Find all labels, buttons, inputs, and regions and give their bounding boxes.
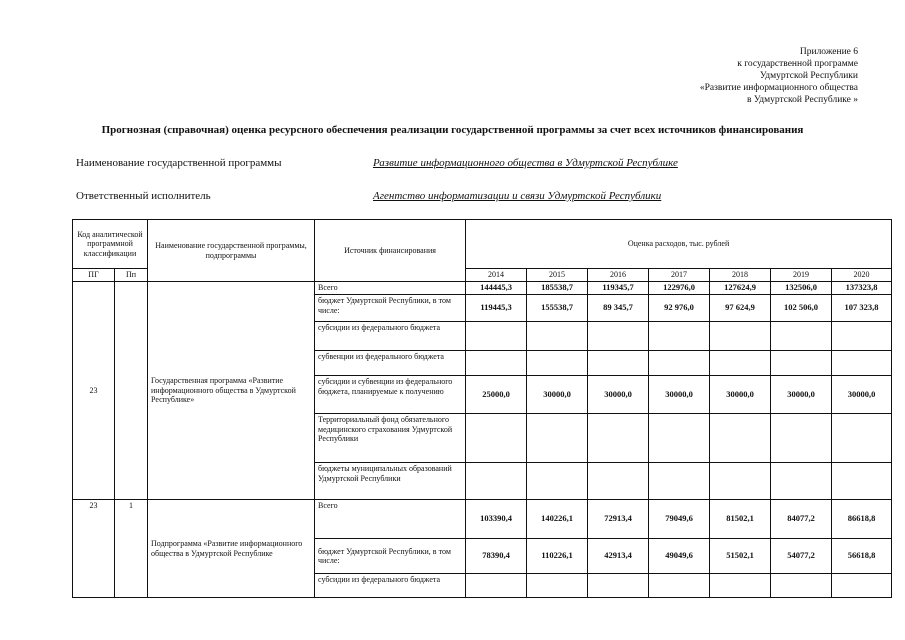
source-cell: бюджет Удмуртской Республики, в том числе: bbox=[315, 295, 466, 322]
appendix-line: к государственной программе bbox=[737, 59, 858, 69]
value-cell bbox=[832, 463, 892, 500]
value-cell: 25000,0 bbox=[466, 376, 527, 414]
value-cell: 81502,1 bbox=[710, 500, 771, 539]
value-cell: 56618,8 bbox=[832, 539, 892, 574]
table-row bbox=[73, 282, 892, 295]
value-cell bbox=[588, 574, 649, 598]
value-cell bbox=[832, 414, 892, 463]
value-cell: 144445,3 bbox=[466, 282, 527, 295]
header-source: Источник финансирования bbox=[315, 220, 466, 282]
executor-value: Агентство информатизации и связи Удмуртской Республики bbox=[373, 190, 662, 202]
value-cell: 30000,0 bbox=[649, 376, 710, 414]
value-cell bbox=[771, 414, 832, 463]
value-cell bbox=[527, 414, 588, 463]
value-cell: 102 506,0 bbox=[771, 295, 832, 322]
value-cell bbox=[710, 414, 771, 463]
document-title: Прогнозная (справочная) оценка ресурсного обеспечения реализации государственной программы за счет всех источников финансирования bbox=[101, 124, 804, 136]
value-cell: 79049,6 bbox=[649, 500, 710, 539]
value-cell: 51502,1 bbox=[710, 539, 771, 574]
header-pg: ПГ bbox=[73, 269, 115, 282]
header-year: 2017 bbox=[649, 269, 710, 282]
value-cell bbox=[649, 414, 710, 463]
value-cell: 42913,4 bbox=[588, 539, 649, 574]
value-cell: 30000,0 bbox=[710, 376, 771, 414]
header-year: 2019 bbox=[771, 269, 832, 282]
value-cell: 140226,1 bbox=[527, 500, 588, 539]
value-cell bbox=[771, 574, 832, 598]
value-cell: 54077,2 bbox=[771, 539, 832, 574]
value-cell bbox=[649, 574, 710, 598]
value-cell: 137323,8 bbox=[832, 282, 892, 295]
source-cell: бюджет Удмуртской Республики, в том числе: bbox=[315, 539, 466, 574]
subprogram-name-cell: Подпрограмма «Развитие информационного общества в Удмуртской Республике bbox=[148, 500, 315, 598]
source-cell: субсидии и субвенции из федерального бюджета, планируемые к получению bbox=[315, 376, 466, 414]
value-cell bbox=[466, 463, 527, 500]
value-cell: 127624,9 bbox=[710, 282, 771, 295]
source-cell: бюджеты муниципальных образований Удмуртской Республики bbox=[315, 463, 466, 500]
value-cell: 122976,0 bbox=[649, 282, 710, 295]
value-cell: 119345,7 bbox=[588, 282, 649, 295]
value-cell bbox=[649, 322, 710, 351]
value-cell: 72913,4 bbox=[588, 500, 649, 539]
executor-label: Ответственный исполнитель bbox=[76, 190, 211, 202]
value-cell bbox=[710, 574, 771, 598]
header-code: Код аналитической программной классификации bbox=[73, 220, 148, 269]
appendix-line: в Удмуртской Республике » bbox=[747, 95, 858, 105]
value-cell: 86618,8 bbox=[832, 500, 892, 539]
appendix-line: Удмуртской Республики bbox=[759, 71, 858, 81]
value-cell bbox=[832, 322, 892, 351]
value-cell bbox=[588, 414, 649, 463]
value-cell: 110226,1 bbox=[527, 539, 588, 574]
value-cell bbox=[710, 322, 771, 351]
header-pp: Пп bbox=[115, 269, 148, 282]
header-year: 2018 bbox=[710, 269, 771, 282]
value-cell bbox=[588, 351, 649, 376]
value-cell: 107 323,8 bbox=[832, 295, 892, 322]
pp-cell bbox=[115, 282, 148, 500]
header-name: Наименование государственной программы, подпрограммы bbox=[148, 220, 315, 282]
value-cell bbox=[649, 463, 710, 500]
source-cell: Всего bbox=[315, 282, 466, 295]
source-cell: субвенции из федерального бюджета bbox=[315, 351, 466, 376]
value-cell bbox=[527, 463, 588, 500]
appendix-block bbox=[558, 46, 858, 106]
value-cell: 119445,3 bbox=[466, 295, 527, 322]
pp-cell: 1 bbox=[115, 500, 148, 598]
value-cell: 30000,0 bbox=[527, 376, 588, 414]
value-cell bbox=[466, 574, 527, 598]
value-cell: 30000,0 bbox=[588, 376, 649, 414]
value-cell bbox=[466, 351, 527, 376]
value-cell bbox=[588, 322, 649, 351]
value-cell: 103390,4 bbox=[466, 500, 527, 539]
value-cell: 185538,7 bbox=[527, 282, 588, 295]
table-row bbox=[73, 500, 892, 539]
value-cell bbox=[710, 351, 771, 376]
value-cell bbox=[527, 351, 588, 376]
value-cell: 132506,0 bbox=[771, 282, 832, 295]
pg-cell: 23 bbox=[73, 282, 115, 500]
program-value: Развитие информационного общества в Удмуртской Республике bbox=[373, 157, 678, 169]
source-cell: Территориальный фонд обязательного медицинского страхования Удмуртской Республики bbox=[315, 414, 466, 463]
value-cell: 155538,7 bbox=[527, 295, 588, 322]
header-year: 2014 bbox=[466, 269, 527, 282]
value-cell: 97 624,9 bbox=[710, 295, 771, 322]
header-year: 2020 bbox=[832, 269, 892, 282]
header-estimate: Оценка расходов, тыс. рублей bbox=[466, 220, 892, 269]
value-cell bbox=[466, 322, 527, 351]
appendix-line: «Развитие информационного общества bbox=[699, 83, 858, 93]
value-cell bbox=[771, 351, 832, 376]
value-cell bbox=[527, 574, 588, 598]
source-cell: субсидии из федерального бюджета bbox=[315, 574, 466, 598]
source-cell: субсидии из федерального бюджета bbox=[315, 322, 466, 351]
header-year: 2016 bbox=[588, 269, 649, 282]
header-year: 2015 bbox=[527, 269, 588, 282]
value-cell bbox=[588, 463, 649, 500]
header-row bbox=[73, 220, 892, 269]
value-cell bbox=[527, 322, 588, 351]
value-cell: 92 976,0 bbox=[649, 295, 710, 322]
value-cell: 49049,6 bbox=[649, 539, 710, 574]
program-label: Наименование государственной программы bbox=[76, 157, 282, 169]
source-cell: Всего bbox=[315, 500, 466, 539]
value-cell: 89 345,7 bbox=[588, 295, 649, 322]
pg-cell: 23 bbox=[73, 500, 115, 598]
value-cell bbox=[710, 463, 771, 500]
funding-table bbox=[72, 219, 892, 598]
value-cell bbox=[832, 574, 892, 598]
program-name-cell: Государственная программа «Развитие информационного общества в Удмуртской Республике» bbox=[148, 282, 315, 500]
value-cell bbox=[649, 351, 710, 376]
value-cell: 30000,0 bbox=[771, 376, 832, 414]
value-cell bbox=[832, 351, 892, 376]
value-cell bbox=[771, 322, 832, 351]
appendix-line: Приложение 6 bbox=[799, 47, 858, 57]
value-cell: 78390,4 bbox=[466, 539, 527, 574]
value-cell: 30000,0 bbox=[832, 376, 892, 414]
value-cell: 84077,2 bbox=[771, 500, 832, 539]
value-cell bbox=[466, 414, 527, 463]
value-cell bbox=[771, 463, 832, 500]
